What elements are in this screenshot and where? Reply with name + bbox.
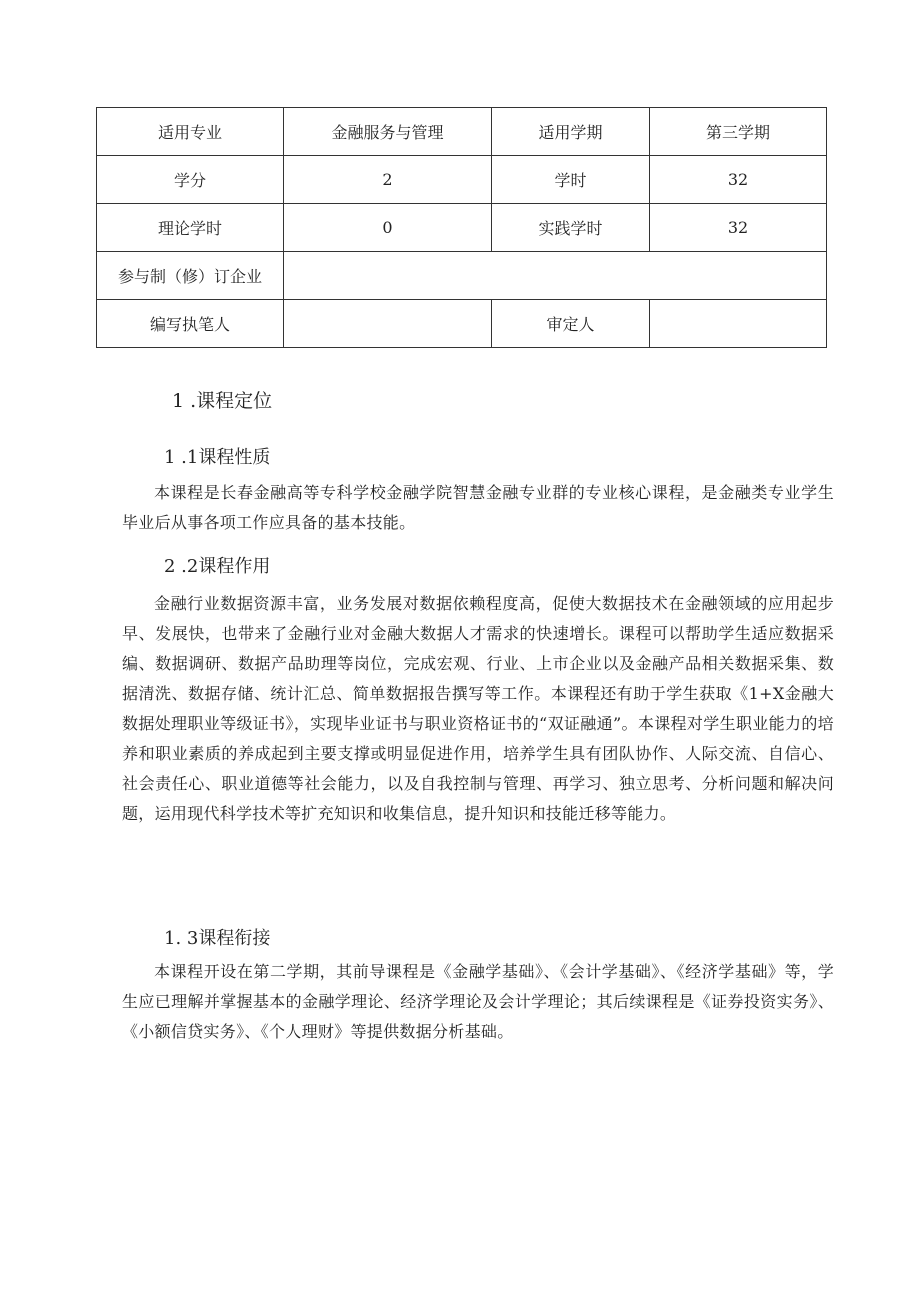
table-cell xyxy=(284,300,492,348)
paragraph-course-nature: 本课程是长春金融高等专科学校金融学院智慧金融专业群的专业核心课程，是金融类专业学生毕业后从事各项工作应具备的基本技能。 xyxy=(122,483,834,532)
table-row xyxy=(97,108,827,156)
table-cell: 金融服务与管理 xyxy=(284,108,492,156)
subsection-heading-course-connection: 1. 3课程衔接 xyxy=(164,928,271,949)
table-cell: 0 xyxy=(284,204,492,252)
table-row xyxy=(97,204,827,252)
table-cell: 学时 xyxy=(492,156,650,204)
table-row xyxy=(97,252,827,300)
table-cell: 第三学期 xyxy=(650,108,827,156)
table-cell xyxy=(650,300,827,348)
paragraph-course-role: 金融行业数据资源丰富，业务发展对数据依赖程度高，促使大数据技术在金融领域的应用起步早、发展快，也带来了金融行业对金融大数据人才需求的快速增长。课程可以帮助学生适应数据采编、数据调研、数据产品助理等岗位，完成宏观、行业、上市企业以及金融产品相关数据采集、数据清洗、数据存储、统计汇总、简单数据报告撰写等工作。本课程还有助于学生获取《1+X金融大数据处理职业等级证书》，实现毕业证书与职业资格证书的“双证融通”。本课程对学生职业能力的培养和职业素质的养成起到主要支撑或明显促进作用，培养学生具有团队协作、人际交流、自信心、社会责任心、职业道德等社会能力，以及自我控制与管理、再学习、独立思考、分析问题和解决问题，运用现代科学技术等扩充知识和收集信息，提升知识和技能迁移等能力。 xyxy=(122,594,834,823)
table-cell: 审定人 xyxy=(492,300,650,348)
table-cell: 学分 xyxy=(97,156,284,204)
table-cell: 2 xyxy=(284,156,492,204)
table-cell: 32 xyxy=(650,156,827,204)
course-info-table xyxy=(96,107,827,348)
section-heading-course-positioning: 1 .课程定位 xyxy=(172,390,273,412)
table-cell: 适用专业 xyxy=(97,108,284,156)
table-cell: 理论学时 xyxy=(97,204,284,252)
subsection-heading-course-role: 2 .2课程作用 xyxy=(164,556,271,577)
subsection-heading-course-nature: 1 .1课程性质 xyxy=(164,447,271,468)
table-cell: 适用学期 xyxy=(492,108,650,156)
table-cell: 参与制（修）订企业 xyxy=(97,252,284,300)
table-cell: 32 xyxy=(650,204,827,252)
table-row xyxy=(97,300,827,348)
table-cell xyxy=(284,252,827,300)
paragraph-course-connection: 本课程开设在第二学期，其前导课程是《金融学基础》、《会计学基础》、《经济学基础》等，学生应已理解并掌握基本的金融学理论、经济学理论及会计学理论；其后续课程是《证券投资实务》、《小额信贷实务》、《个人理财》等提供数据分析基础。 xyxy=(122,962,834,1041)
table-cell: 实践学时 xyxy=(492,204,650,252)
table-row xyxy=(97,156,827,204)
table-cell: 编写执笔人 xyxy=(97,300,284,348)
